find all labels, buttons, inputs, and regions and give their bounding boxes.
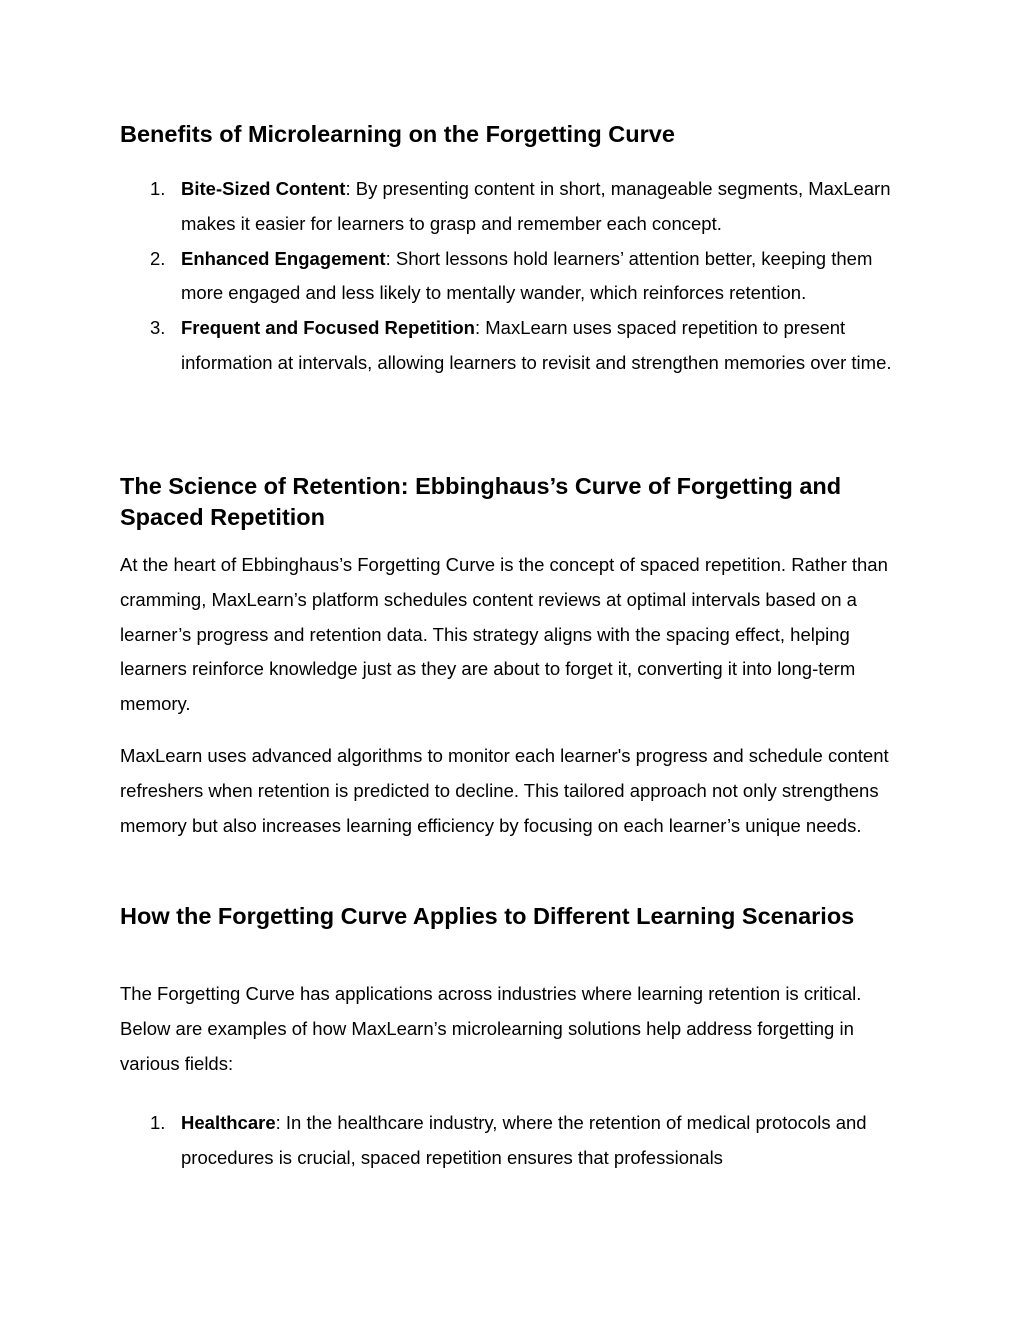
list-item xyxy=(120,1106,906,1176)
scenarios-list xyxy=(120,1106,910,1176)
list-item xyxy=(120,242,906,312)
list-item-term: Enhanced Engagement xyxy=(181,247,386,269)
paragraph: At the heart of Ebbinghaus’s Forgetting Curve is the concept of spaced repetition. Rather than cramming, MaxLearn’s platform schedules content reviews at optimal intervals based on a learner’s progress and retention data. This strategy aligns with the spacing effect, helping learners reinforce knowledge just as they are about to forget it, converting it into long-term memory. xyxy=(120,554,888,715)
section-heading-science-of-retention: The Science of Retention: Ebbinghaus’s Curve of Forgetting and Spaced Repetition xyxy=(120,473,842,530)
list-number: 3. xyxy=(150,317,166,339)
paragraph: The Forgetting Curve has applications across industries where learning retention is critical. Below are examples of how MaxLearn’s microlearning solutions help address forgetting in various fields: xyxy=(120,983,862,1074)
list-item-term: Bite-Sized Content xyxy=(181,178,346,199)
benefits-list xyxy=(120,172,910,381)
list-item-text: : MaxLearn uses spaced repetition to present information at intervals, allowing learners to revisit and strengthen memories over time. xyxy=(181,317,892,373)
list-item xyxy=(120,172,906,242)
list-item-text: : Short lessons hold learners’ attention better, keeping them more engaged and less likely to mentally wander, which reinforces retention. xyxy=(181,247,873,304)
list-item xyxy=(120,311,906,381)
list-number: 1. xyxy=(150,1112,166,1133)
list-item-text: : By presenting content in short, manageable segments, MaxLearn makes it easier for learners to grasp and remember each concept. xyxy=(181,178,891,234)
list-number: 2. xyxy=(150,247,166,269)
list-item-term: Healthcare xyxy=(181,1112,276,1133)
section-heading-learning-scenarios: How the Forgetting Curve Applies to Different Learning Scenarios xyxy=(120,903,855,929)
section-heading-benefits: Benefits of Microlearning on the Forgetting Curve xyxy=(120,121,675,147)
list-item-term: Frequent and Focused Repetition xyxy=(181,317,475,339)
paragraph: MaxLearn uses advanced algorithms to monitor each learner's progress and schedule content refreshers when retention is predicted to decline. This tailored approach not only strengthens memory but also increases learning efficiency by focusing on each learner’s unique needs. xyxy=(120,745,889,836)
list-item-text: : In the healthcare industry, where the retention of medical protocols and procedures is crucial, spaced repetition ensures that professionals xyxy=(181,1112,867,1168)
list-number: 1. xyxy=(150,178,166,199)
